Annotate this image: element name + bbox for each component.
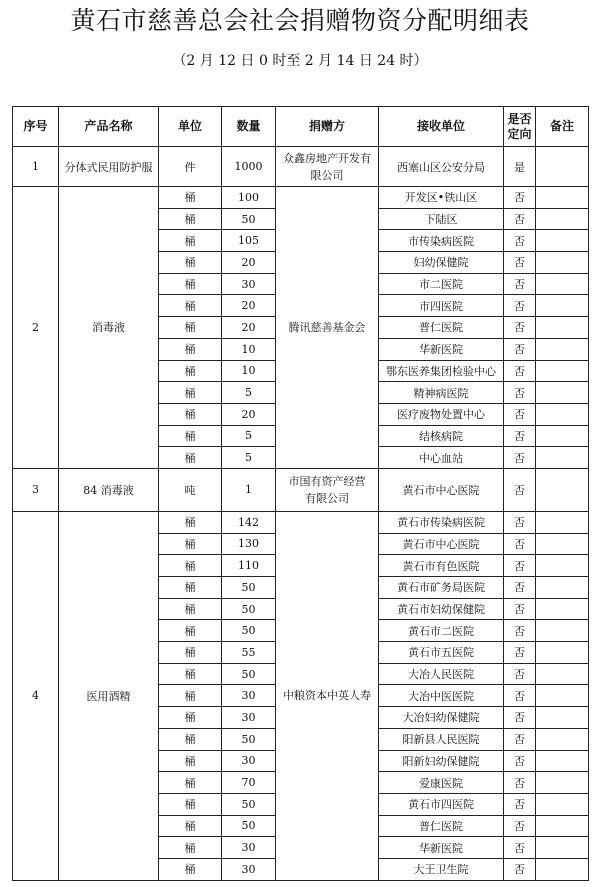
recipient-cell: 爱康医院 xyxy=(379,772,504,794)
unit-cell: 桶 xyxy=(159,663,222,685)
unit-cell: 桶 xyxy=(159,295,222,317)
unit-cell: 桶 xyxy=(159,728,222,750)
directed-cell: 否 xyxy=(504,598,536,620)
recipient-cell: 阳新县人民医院 xyxy=(379,728,504,750)
unit-cell: 桶 xyxy=(159,360,222,382)
header-index: 序号 xyxy=(13,107,59,147)
unit-cell: 桶 xyxy=(159,837,222,859)
table-row xyxy=(13,468,589,511)
unit-cell: 桶 xyxy=(159,382,222,404)
quantity-cell: 50 xyxy=(222,598,276,620)
donor-line2: 限公司 xyxy=(310,168,344,182)
quantity-cell: 142 xyxy=(222,511,276,533)
unit-cell: 吨 xyxy=(159,468,222,511)
remark-cell xyxy=(536,447,589,469)
document-title: 黄石市慈善总会社会捐赠物资分配明细表 xyxy=(70,6,530,35)
quantity-cell: 100 xyxy=(222,187,276,209)
recipient-cell: 黄石市中心医院 xyxy=(379,533,504,555)
directed-cell: 否 xyxy=(504,533,536,555)
product-name: 医用酒精 xyxy=(59,511,159,880)
date-range-subtitle: （2 月 12 日 0 时至 2 月 14 日 24 时） xyxy=(172,53,428,69)
quantity-cell: 50 xyxy=(222,208,276,230)
remark-cell xyxy=(536,555,589,577)
directed-cell: 否 xyxy=(504,511,536,533)
directed-cell: 否 xyxy=(504,338,536,360)
recipient-cell: 市二医院 xyxy=(379,273,504,295)
recipient-cell: 黄石市四医院 xyxy=(379,793,504,815)
quantity-cell: 30 xyxy=(222,858,276,880)
unit-cell: 桶 xyxy=(159,425,222,447)
recipient-cell: 结核病院 xyxy=(379,425,504,447)
header-directed-line2: 定向 xyxy=(507,126,532,141)
header-row xyxy=(13,107,589,147)
unit-cell: 桶 xyxy=(159,403,222,425)
directed-cell: 否 xyxy=(504,360,536,382)
recipient-cell: 市四医院 xyxy=(379,295,504,317)
donor-cell xyxy=(276,511,379,880)
remark-cell xyxy=(536,187,589,209)
quantity-cell: 30 xyxy=(222,685,276,707)
quantity-cell: 55 xyxy=(222,642,276,664)
recipient-cell: 黄石市二医院 xyxy=(379,620,504,642)
remark-cell xyxy=(536,295,589,317)
quantity-cell: 5 xyxy=(222,425,276,447)
remark-cell xyxy=(536,252,589,274)
directed-cell: 否 xyxy=(504,230,536,252)
remark-cell xyxy=(536,728,589,750)
directed-cell: 否 xyxy=(504,317,536,339)
header-donor: 捐赠方 xyxy=(276,107,379,147)
quantity-cell: 30 xyxy=(222,707,276,729)
table-row xyxy=(13,187,589,209)
unit-cell: 桶 xyxy=(159,642,222,664)
quantity-cell: 50 xyxy=(222,577,276,599)
directed-cell: 否 xyxy=(504,772,536,794)
table-row xyxy=(13,511,589,533)
quantity-cell: 5 xyxy=(222,382,276,404)
remark-cell xyxy=(536,230,589,252)
unit-cell: 桶 xyxy=(159,577,222,599)
header-unit: 单位 xyxy=(159,107,222,147)
unit-cell: 桶 xyxy=(159,230,222,252)
remark-cell xyxy=(536,663,589,685)
row-index: 4 xyxy=(13,511,59,880)
directed-cell: 否 xyxy=(504,858,536,880)
remark-cell xyxy=(536,147,589,187)
unit-cell: 桶 xyxy=(159,317,222,339)
donor-line1: 众鑫房地产开发有 xyxy=(283,151,371,165)
directed-cell: 否 xyxy=(504,403,536,425)
quantity-cell: 1000 xyxy=(222,147,276,187)
unit-cell: 桶 xyxy=(159,273,222,295)
recipient-cell: 医疗废物处置中心 xyxy=(379,403,504,425)
unit-cell: 桶 xyxy=(159,533,222,555)
directed-cell: 否 xyxy=(504,750,536,772)
remark-cell xyxy=(536,772,589,794)
product-name: 分体式民用防护服 xyxy=(59,147,159,187)
recipient-cell: 中心血站 xyxy=(379,447,504,469)
unit-cell: 桶 xyxy=(159,750,222,772)
header-directed-line1: 是否 xyxy=(507,111,532,126)
remark-cell xyxy=(536,208,589,230)
quantity-cell: 20 xyxy=(222,252,276,274)
donor-line1: 中粮资本中英人寿 xyxy=(283,689,371,703)
remark-cell xyxy=(536,858,589,880)
directed-cell: 否 xyxy=(504,707,536,729)
unit-cell: 桶 xyxy=(159,511,222,533)
remark-cell xyxy=(536,468,589,511)
recipient-cell: 阳新妇幼保健院 xyxy=(379,750,504,772)
quantity-cell: 50 xyxy=(222,793,276,815)
directed-cell: 否 xyxy=(504,815,536,837)
distribution-table xyxy=(12,106,589,881)
unit-cell: 桶 xyxy=(159,858,222,880)
quantity-cell: 50 xyxy=(222,815,276,837)
directed-cell: 否 xyxy=(504,663,536,685)
directed-cell: 否 xyxy=(504,577,536,599)
donor-cell xyxy=(276,187,379,469)
recipient-cell: 下陆区 xyxy=(379,208,504,230)
remark-cell xyxy=(536,837,589,859)
directed-cell: 否 xyxy=(504,620,536,642)
unit-cell: 桶 xyxy=(159,598,222,620)
quantity-cell: 105 xyxy=(222,230,276,252)
unit-cell: 桶 xyxy=(159,208,222,230)
directed-cell: 否 xyxy=(504,685,536,707)
directed-cell: 否 xyxy=(504,837,536,859)
quantity-cell: 20 xyxy=(222,403,276,425)
remark-cell xyxy=(536,533,589,555)
recipient-cell: 黄石市妇幼保健院 xyxy=(379,598,504,620)
quantity-cell: 110 xyxy=(222,555,276,577)
directed-cell: 否 xyxy=(504,382,536,404)
quantity-cell: 50 xyxy=(222,663,276,685)
directed-cell: 否 xyxy=(504,468,536,511)
quantity-cell: 30 xyxy=(222,750,276,772)
remark-cell xyxy=(536,382,589,404)
directed-cell: 否 xyxy=(504,187,536,209)
remark-cell xyxy=(536,403,589,425)
recipient-cell: 黄石市传染病医院 xyxy=(379,511,504,533)
unit-cell: 桶 xyxy=(159,707,222,729)
unit-cell: 桶 xyxy=(159,252,222,274)
quantity-cell: 5 xyxy=(222,447,276,469)
quantity-cell: 50 xyxy=(222,728,276,750)
remark-cell xyxy=(536,793,589,815)
recipient-cell: 黄石市矿务局医院 xyxy=(379,577,504,599)
unit-cell: 桶 xyxy=(159,447,222,469)
unit-cell: 桶 xyxy=(159,772,222,794)
header-product: 产品名称 xyxy=(59,107,159,147)
quantity-cell: 10 xyxy=(222,338,276,360)
unit-cell: 桶 xyxy=(159,620,222,642)
recipient-cell: 市传染病医院 xyxy=(379,230,504,252)
header-remark: 备注 xyxy=(536,107,589,147)
donor-cell xyxy=(276,147,379,187)
donor-line1: 市国有资产经营 xyxy=(288,474,366,488)
recipient-cell: 华新医院 xyxy=(379,837,504,859)
directed-cell: 是 xyxy=(504,147,536,187)
remark-cell xyxy=(536,620,589,642)
recipient-cell: 大冶妇幼保健院 xyxy=(379,707,504,729)
product-name: 84 消毒液 xyxy=(59,468,159,511)
directed-cell: 否 xyxy=(504,555,536,577)
directed-cell: 否 xyxy=(504,447,536,469)
donor-line1: 腾讯慈善基金会 xyxy=(288,320,366,334)
remark-cell xyxy=(536,511,589,533)
quantity-cell: 70 xyxy=(222,772,276,794)
directed-cell: 否 xyxy=(504,425,536,447)
donor-line2: 有限公司 xyxy=(305,491,349,505)
unit-cell: 桶 xyxy=(159,793,222,815)
directed-cell: 否 xyxy=(504,793,536,815)
quantity-cell: 20 xyxy=(222,295,276,317)
directed-cell: 否 xyxy=(504,642,536,664)
recipient-cell: 开发区•铁山区 xyxy=(379,187,504,209)
recipient-cell: 妇幼保健院 xyxy=(379,252,504,274)
recipient-cell: 普仁医院 xyxy=(379,317,504,339)
donor-cell xyxy=(276,468,379,511)
recipient-cell: 黄石市中心医院 xyxy=(379,468,504,511)
directed-cell: 否 xyxy=(504,208,536,230)
header-recipient: 接收单位 xyxy=(379,107,504,147)
directed-cell: 否 xyxy=(504,295,536,317)
table-row xyxy=(13,147,589,187)
recipient-cell: 大冶中医医院 xyxy=(379,685,504,707)
remark-cell xyxy=(536,707,589,729)
remark-cell xyxy=(536,815,589,837)
recipient-cell: 大王卫生院 xyxy=(379,858,504,880)
unit-cell: 桶 xyxy=(159,685,222,707)
unit-cell: 件 xyxy=(159,147,222,187)
quantity-cell: 30 xyxy=(222,273,276,295)
recipient-cell: 大冶人民医院 xyxy=(379,663,504,685)
row-index: 1 xyxy=(13,147,59,187)
recipient-cell: 精神病医院 xyxy=(379,382,504,404)
directed-cell: 否 xyxy=(504,273,536,295)
directed-cell: 否 xyxy=(504,728,536,750)
unit-cell: 桶 xyxy=(159,555,222,577)
quantity-cell: 30 xyxy=(222,837,276,859)
quantity-cell: 50 xyxy=(222,620,276,642)
remark-cell xyxy=(536,360,589,382)
remark-cell xyxy=(536,273,589,295)
remark-cell xyxy=(536,750,589,772)
remark-cell xyxy=(536,598,589,620)
header-quantity: 数量 xyxy=(222,107,276,147)
recipient-cell: 鄂东医养集团检验中心 xyxy=(379,360,504,382)
unit-cell: 桶 xyxy=(159,815,222,837)
remark-cell xyxy=(536,425,589,447)
remark-cell xyxy=(536,685,589,707)
remark-cell xyxy=(536,317,589,339)
header-directed xyxy=(504,107,536,147)
directed-cell: 否 xyxy=(504,252,536,274)
remark-cell xyxy=(536,338,589,360)
unit-cell: 桶 xyxy=(159,187,222,209)
quantity-cell: 10 xyxy=(222,360,276,382)
unit-cell: 桶 xyxy=(159,338,222,360)
recipient-cell: 华新医院 xyxy=(379,338,504,360)
quantity-cell: 1 xyxy=(222,468,276,511)
quantity-cell: 20 xyxy=(222,317,276,339)
table-body xyxy=(13,147,589,881)
recipient-cell: 黄石市有色医院 xyxy=(379,555,504,577)
recipient-cell: 西塞山区公安分局 xyxy=(379,147,504,187)
remark-cell xyxy=(536,577,589,599)
quantity-cell: 130 xyxy=(222,533,276,555)
recipient-cell: 普仁医院 xyxy=(379,815,504,837)
recipient-cell: 黄石市五医院 xyxy=(379,642,504,664)
remark-cell xyxy=(536,642,589,664)
row-index: 2 xyxy=(13,187,59,469)
row-index: 3 xyxy=(13,468,59,511)
product-name: 消毒液 xyxy=(59,187,159,469)
